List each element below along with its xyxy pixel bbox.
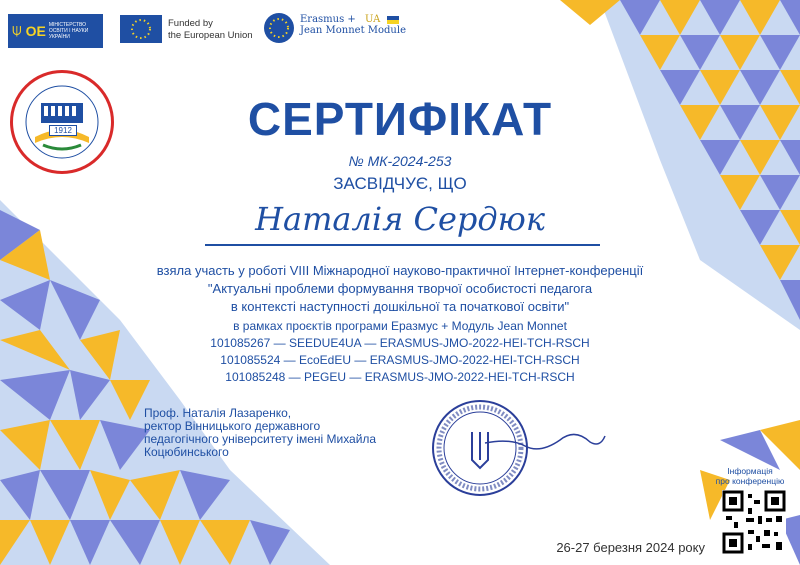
mon-mark: ОЕ [25,23,46,39]
erasmus-text: Erasmus + [300,14,356,25]
certificate-number: № МК-2024-253 [348,153,452,169]
certifies-text: ЗАСВІДЧУЄ, ЩО [333,174,467,193]
ministry-name: МІНІСТЕРСТВО ОСВІТИ І НАУКИ УКРАЇНИ [48,22,89,40]
recipient-name: Наталія Сердюк [255,200,545,238]
signer-line-1: Проф. Наталія Лазаренко, [144,406,292,420]
erasmus-ua: UA [364,14,381,25]
project-line-2: 101085524 — EcoEdEU — ERASMUS-JMO-2022-HEI-TCH-RSCH [220,353,580,367]
ua-flag-icon [387,16,399,24]
qr-caption-line1: Інформація [727,466,773,476]
qr-code[interactable] [722,490,786,554]
signer-line-2: ректор Вінницького державного [144,419,321,433]
eu-funding-line1: Funded by [168,18,213,29]
signer-line-3: педагогічного університету імені Михайла [144,432,377,446]
jean-monnet-text: Jean Monnet Module [300,25,406,36]
project-line-1: 101085267 — SEEDUE4UA — ERASMUS-JMO-2022-HEI-TCH-RSCH [210,336,590,350]
project-line-3: 101085248 — PEGEU — ERASMUS-JMO-2022-HEI-TCH-RSCH [225,370,575,384]
conference-title-line1: "Актуальні проблеми формування творчої особистості педагога [207,281,593,296]
eu-circle-logo-icon [264,13,294,43]
ministry-logo [8,14,103,48]
signature [480,418,610,458]
certificate-title: СЕРТИФІКАТ [247,93,553,145]
trident-icon: ⍦ [12,22,22,39]
qr-caption [705,466,795,486]
participation-line: взяла участь у роботі VIII Міжнародної науково-практичної Інтернет-конференції [156,263,644,278]
erasmus-logo [300,14,430,36]
signer-line-4: Коцюбинського [144,445,229,459]
qr-caption-line2: про конференцію [715,476,785,486]
signer-block [144,407,444,459]
conference-title-line2: в контексті наступності дошкільної та початкової освіти" [230,299,570,314]
program-line: в рамках проєктів програми Еразмус + Модуль Jean Monnet [233,319,567,333]
eu-funding-line2: the European Union [168,30,253,41]
eu-funding-text [168,18,253,42]
recipient-underline [205,244,600,246]
event-date: 26-27 березня 2024 року [556,540,705,555]
university-year: 1912 [49,125,77,136]
qr-code-icon [722,490,786,554]
eu-flag-icon [120,15,162,43]
